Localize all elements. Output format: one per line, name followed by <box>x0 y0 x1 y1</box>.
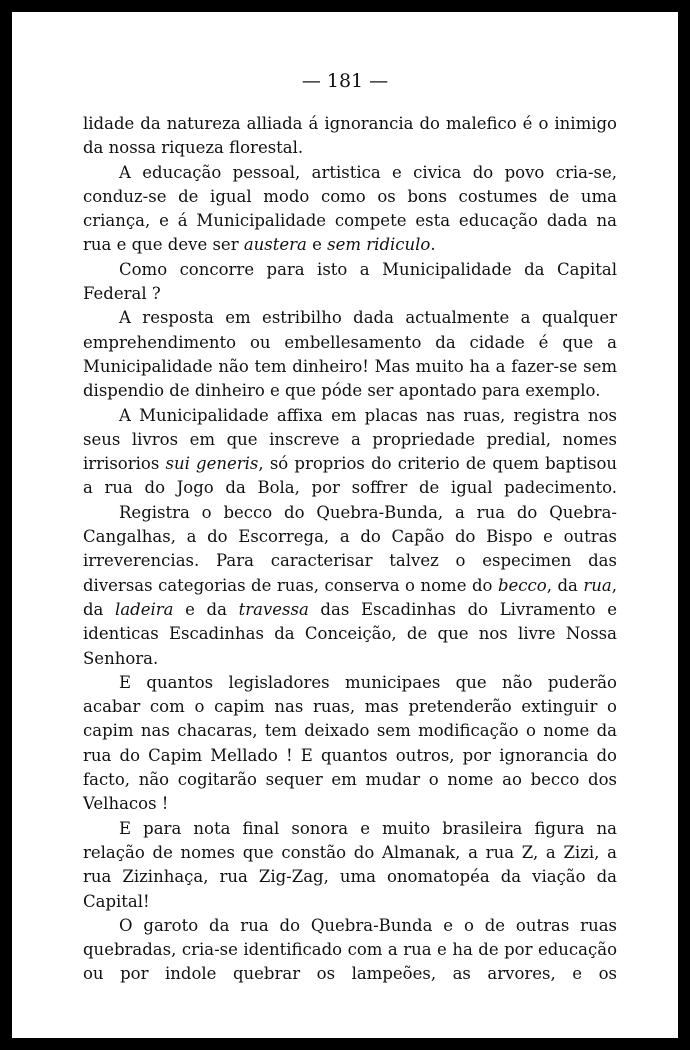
paragraph <box>83 671 617 817</box>
text-run: das Escadinhas do Livramento e identicas Escadinhas da Conceição, de que nos livre Nossa Senhora. <box>83 599 617 668</box>
italic-text: rua <box>583 575 612 595</box>
italic-text: becco <box>497 575 547 595</box>
page-number: — 181 — <box>301 70 389 92</box>
paragraph <box>83 258 617 307</box>
italic-text: sui generis <box>165 454 259 474</box>
text-run: Como concorre para isto a Municipalidade da Capital Federal ? <box>83 259 617 304</box>
text-run: , da <box>546 575 584 595</box>
body-text <box>83 112 617 987</box>
italic-text: travessa <box>238 599 309 619</box>
book-page <box>12 12 678 1038</box>
text-run: , só proprios do criterio de quem baptisou a rua do Jogo da Bola, por soffrer de igual padecimento. <box>83 454 618 498</box>
italic-text: sem ridiculo <box>327 235 431 255</box>
text-run: A Municipalidade affixa em placas nas ruas, registra nos seus livros em que inscreve a propriedade predial, nomes irrisorios <box>83 405 617 474</box>
paragraph <box>83 817 617 914</box>
paragraph <box>83 501 617 671</box>
text-run: E para nota final sonora e muito brasileira figura na relação de nomes que constão do Almanak, a rua Z, a Zizi, a rua Zizinhaça, rua Zig-Zag, uma onomatopéa da viação da Capital! <box>83 818 617 911</box>
paragraph <box>83 404 617 501</box>
text-run: e da <box>173 599 239 619</box>
paragraph <box>83 914 617 987</box>
text-run: E quantos legisladores municipaes que não puderão acabar com o capim nas ruas, mas pretenderão extinguir o capim nas chacaras, tem deixado sem modificação o nome da rua do Capim Mellado ! E quantos outros, por ignorancia do facto, não cogitarão sequer em mudar o nome ao becco dos Velhacos ! <box>83 672 617 814</box>
italic-text: austera <box>243 235 307 255</box>
paragraph <box>83 306 617 403</box>
paragraph <box>83 112 617 161</box>
text-run: , da <box>83 575 617 619</box>
text-run: O garoto da rua do Quebra-Bunda e o de outras ruas quebradas, cria-se identificado com a rua e ha de por educação ou por indole quebrar os lampeões, as arvores, e os <box>83 915 617 984</box>
text-run: A educação pessoal, artistica e civica do povo cria-se, conduz-se de igual modo como os bons costumes de uma criança, e á Municipalidade compete esta educação dada na rua e que deve ser <box>83 162 617 255</box>
paragraph <box>83 161 617 258</box>
italic-text: ladeira <box>115 599 174 619</box>
text-run: e <box>306 235 328 255</box>
text-run: A resposta em estribilho dada actualmente a qualquer emprehendimento ou embellesamento da cidade é que a Municipalidade não tem dinheiro! Mas muito ha a fazer-se sem dispendio de dinheiro e que póde ser apontado para exemplo. <box>83 308 617 401</box>
text-run: lidade da natureza alliada á ignorancia do malefico é o inimigo da nossa riqueza florestal. <box>83 114 617 158</box>
text-run: . <box>430 235 436 255</box>
text-run: Registra o becco do Quebra-Bunda, a rua do Quebra-Cangalhas, a do Escorrega, a do Capão do Bispo e outras irreverencias. Para caracterisar talvez o especimen das diversas categorias de ruas, conserva o nome do <box>83 502 617 595</box>
